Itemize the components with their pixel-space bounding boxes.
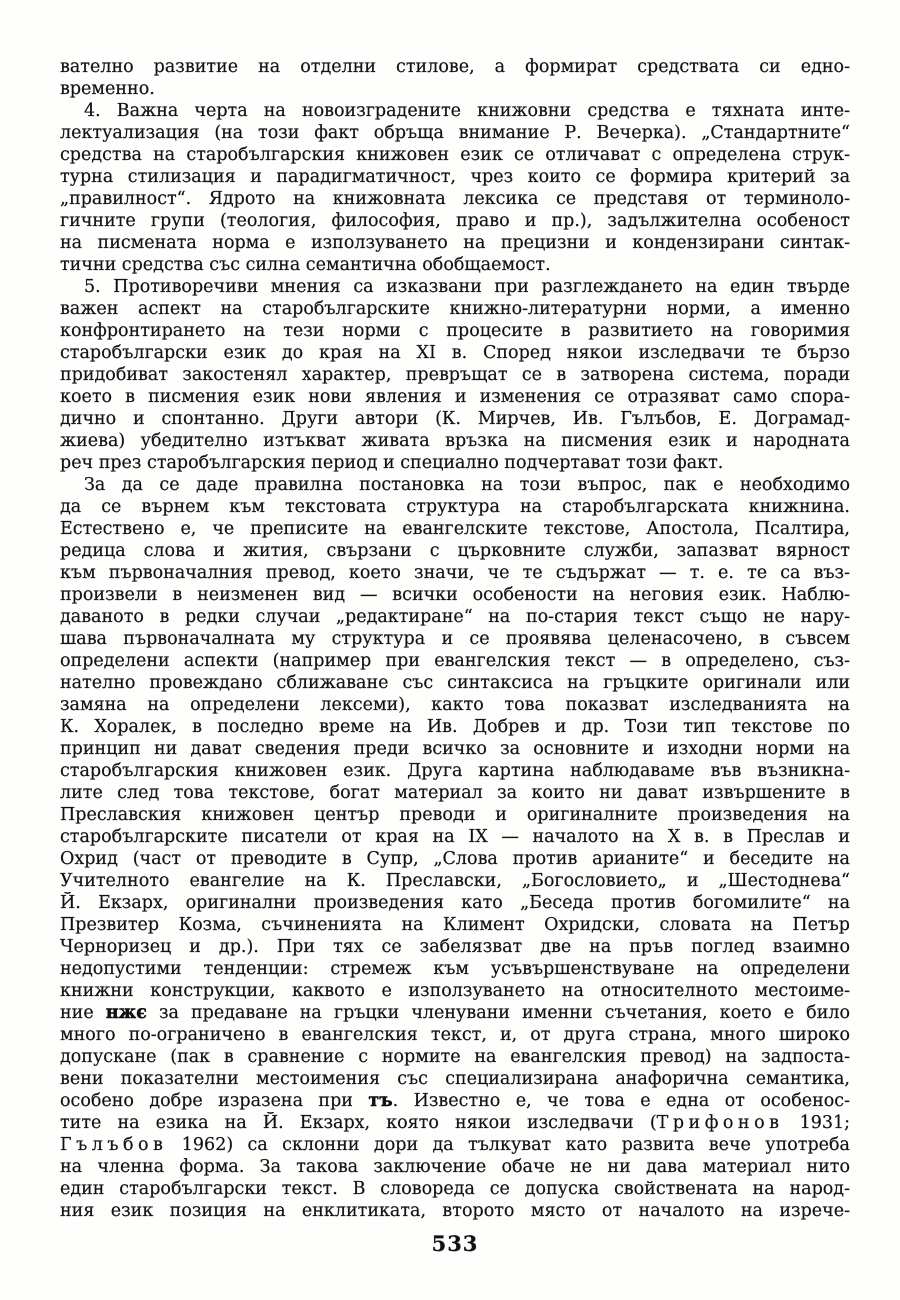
text-line: Естествено е, че преписите на евангелските текстове, Апостола, Псалтира, <box>60 519 850 539</box>
text-line: лите след това текстове, богат материал за които ни дават извършените в <box>60 783 850 803</box>
text-line: временно. <box>60 79 155 99</box>
text-line: 5. Противоречиви мнения са изказвани при разглеждането на един твърде <box>84 277 850 297</box>
text-line: 4. Важна черта на новоизградените книжовни средства е тяхната инте- <box>84 101 850 121</box>
old-cyrillic-term: нжє <box>105 1003 147 1023</box>
text-line: старобългарския книжовен език. Друга картина наблюдаваме във възникна- <box>60 761 850 781</box>
text-line: произвели в неизменен вид — всички особености на неговия език. Наблю- <box>60 585 850 605</box>
text-line: на писмената норма е използуването на прецизни и кондензирани синтак- <box>60 233 850 253</box>
text-line: много по-ограничено в евангелския текст, и, от друга страна, много широко <box>60 1025 850 1045</box>
text-line: тите на езика на Й. Екзарх, която някои изследвачи (Трифонов 1931; <box>60 1113 850 1133</box>
text-line: един старобългарски текст. В словореда се допуска свойствената на народ- <box>60 1179 850 1199</box>
text-line: замяна на определени лексеми), както това показват изследванията на <box>60 695 850 715</box>
text-line: което в писмения език нови явления и изменения се отразяват само спора- <box>60 387 850 407</box>
text-line: дично и спонтанно. Други автори (К. Мирчев, Ив. Гълъбов, Е. Дограмад- <box>60 409 850 429</box>
text-line: реч през старобългарския период и специално подчертават този факт. <box>60 453 724 473</box>
text-line: вателно развитие на отделни стилове, а формират средствата си едно- <box>60 57 850 77</box>
text-line: „правилност“. Ядрото на книжовната лексика се представя от терминоло- <box>60 189 850 209</box>
text-line: Черноризец и др.). При тях се забелязват две на пръв поглед взаимно <box>60 937 850 957</box>
text-line: К. Хоралек, в последно време на Ив. Добрев и др. Този тип текстове по <box>60 717 850 737</box>
text-line: ния език позиция на енклитиката, второто място от началото на изрече- <box>60 1201 850 1221</box>
text-line: средства на старобългарския книжовен език се отличават с определена струк- <box>60 145 850 165</box>
text-line: книжни конструкции, каквото е използуването на относителното местоиме- <box>60 981 850 1001</box>
letterspaced-name: Гълъбов <box>60 1135 168 1155</box>
text-line: старобългарски език до края на XI в. Според някои изследвачи те бързо <box>60 343 850 363</box>
text-line: определени аспекти (например при евангелския текст — в определено, съз- <box>60 651 850 671</box>
text-line: шава първоначалната му структура и се проявява целенасочено, в съвсем <box>60 629 850 649</box>
text-line: придобиват закостенял характер, превръщат се в затворена система, поради <box>60 365 850 385</box>
text-line: ние нжє за предаване на гръцки членувани именни съчетания, което е било <box>60 1003 850 1023</box>
text-line: Й. Екзарх, оригинални произведения като „Беседа против богомилите“ на <box>60 893 850 913</box>
text-line: особено добре изразена при тъ. Известно е, че това е една от особенос- <box>60 1091 850 1111</box>
text-line: Презвитер Козма, съчиненията на Климент Охридски, словата на Петър <box>60 915 850 935</box>
text-line: Гълъбов 1962) са склонни дори да тълкуват като развита вече употреба <box>60 1135 850 1155</box>
text-line: да се върнем към текстовата структура на старобългарската книжнина. <box>60 497 850 517</box>
text-block <box>60 56 850 1222</box>
text-line: тични средства със силна семантична обобщаемост. <box>60 255 551 275</box>
text-line: лектуализация (на този факт обръща внимание Р. Вечерка). „Стандартните“ <box>60 123 850 143</box>
text-line: Учителното евангелие на К. Преславски, „Богословието„ и „Шестоднева“ <box>60 871 850 891</box>
text-line: турна стилизация и парадигматичност, чрез които се формира критерий за <box>60 167 850 187</box>
letterspaced-name: Трифонов <box>656 1113 784 1133</box>
text-line: Преславския книжовен център преводи и оригиналните произведения на <box>60 805 850 825</box>
text-line: нателно провеждано сближаване със синтаксиса на гръцките оригинали или <box>60 673 850 693</box>
text-line: важен аспект на старобългарските книжно-литературни норми, а именно <box>60 299 850 319</box>
text-line: недопустими тенденции: стремеж към усъвършенствуване на определени <box>60 959 850 979</box>
text-line: на членна форма. За такова заключение обаче не ни дава материал нито <box>60 1157 850 1177</box>
text-line: принцип ни дават сведения преди всичко за основните и изходни норми на <box>60 739 850 759</box>
page-number: 533 <box>431 1231 479 1256</box>
text-line: към първоначалния превод, което значи, че те съдържат — т. е. те са въз- <box>60 563 850 583</box>
text-line: допускане (пак в сравнение с нормите на евангелския превод) на задпоста- <box>60 1047 850 1067</box>
text-line: конфронтирането на тези норми с процесите в развитието на говоримия <box>60 321 850 341</box>
text-line: редица слова и жития, свързани с църковните служби, запазват вярност <box>60 541 850 561</box>
text-line: жиева) убедително изтъкват живата връзка на писмения език и народната <box>60 431 850 451</box>
text-line: вени показателни местоимения със специализирана анафорична семантика, <box>60 1069 850 1089</box>
text-line: За да се даде правилна постановка на този въпрос, пак е необходимо <box>84 475 850 495</box>
text-line: гичните групи (теология, философия, право и пр.), задължителна особеност <box>60 211 850 231</box>
text-line: Охрид (част от преводите в Супр, „Слова против арианите“ и беседите на <box>60 849 850 869</box>
text-line: даваното в редки случаи „редактиране“ на по-стария текст също не нару- <box>60 607 850 627</box>
old-cyrillic-term: тъ <box>368 1091 393 1111</box>
text-line: старобългарските писатели от края на IX — началото на X в. в Преслав и <box>60 827 850 847</box>
